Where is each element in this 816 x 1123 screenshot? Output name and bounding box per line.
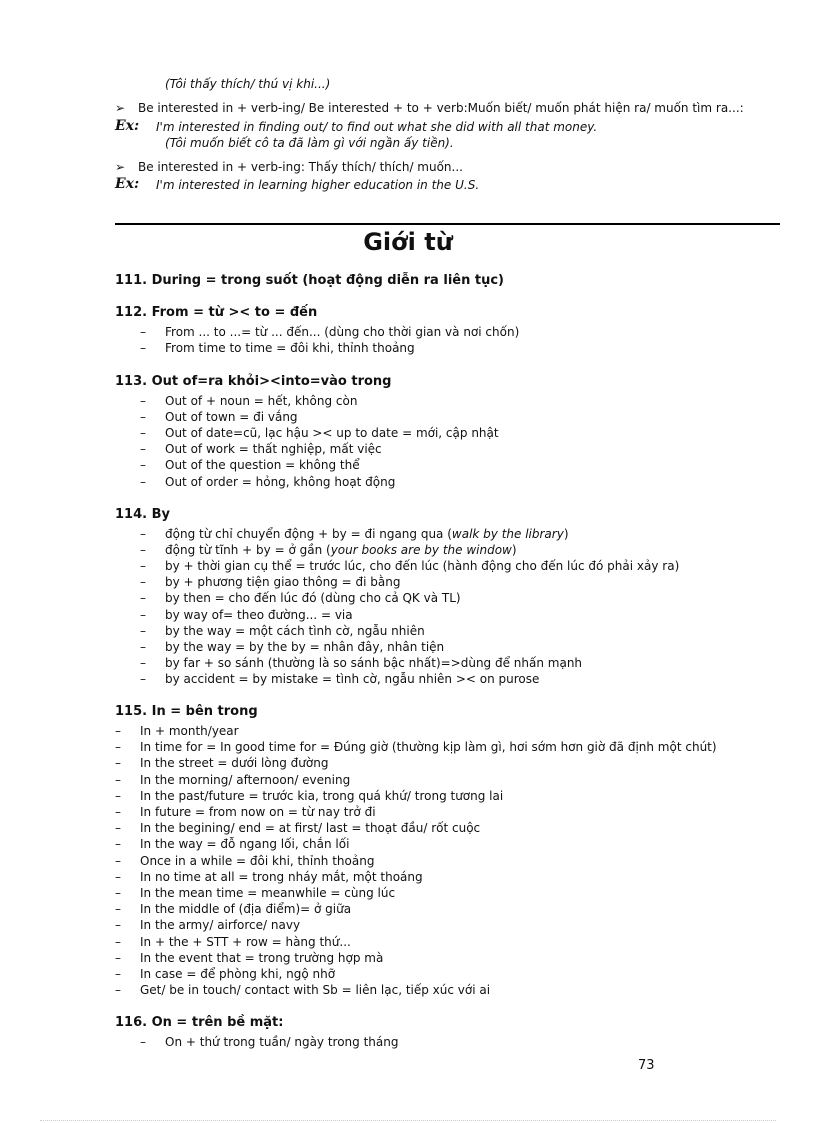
list-item: by far + so sánh (thường là so sánh bậc nhất)=>dùng để nhấn mạnh — [165, 656, 583, 670]
dash-bullet: – — [115, 918, 121, 932]
dash-bullet: – — [115, 773, 121, 787]
example-sentence: I'm interested in learning higher education in the U.S. — [156, 178, 480, 192]
list-item: động từ tĩnh + by = ở gần (your books are by the window) — [165, 543, 517, 557]
list-item: by then = cho đến lúc đó (dùng cho cả QK và TL) — [165, 591, 461, 605]
dash-bullet: – — [115, 854, 121, 868]
section-title-111: 111. During = trong suốt (hoạt động diễn ra liên tục) — [115, 273, 504, 288]
section-title-116: 116. On = trên bề mặt: — [115, 1015, 284, 1030]
dash-bullet: – — [115, 870, 121, 884]
page-heading: Giới từ — [363, 228, 453, 256]
dash-bullet: – — [140, 672, 146, 686]
dash-bullet: – — [140, 543, 146, 557]
list-item: Once in a while = đôi khi, thỉnh thoảng — [140, 854, 375, 868]
dash-bullet: – — [115, 951, 121, 965]
list-item: In the mean time = meanwhile = cùng lúc — [140, 886, 396, 900]
section-title-115: 115. In = bên trong — [115, 704, 258, 719]
list-item: In the street = dưới lòng đường — [140, 756, 329, 770]
list-item: Out of date=cũ, lạc hậu >< up to date = mới, cập nhật — [165, 426, 499, 440]
list-item: In the event that = trong trường hợp mà — [140, 951, 384, 965]
dash-bullet: – — [140, 325, 146, 339]
list-item: In the middle of (địa điểm)= ở giữa — [140, 902, 352, 916]
dash-bullet: – — [140, 527, 146, 541]
dash-bullet: – — [140, 608, 146, 622]
list-item: by way of= theo đường... = via — [165, 608, 353, 622]
bullet-text: Be interested in + verb-ing/ Be interested + to + verb:Muốn biết/ muốn phát hiện ra/ muốn tìm ra...: — [138, 101, 744, 115]
list-item: From time to time = đôi khi, thỉnh thoảng — [165, 341, 415, 355]
list-item: by accident = by mistake = tình cờ, ngẫu nhiên >< on purose — [165, 672, 540, 686]
example-label: Ex: — [115, 176, 140, 192]
list-item: In future = from now on = từ nay trở đi — [140, 805, 376, 819]
list-item: On + thứ trong tuần/ ngày trong tháng — [165, 1035, 399, 1049]
dash-bullet: – — [140, 575, 146, 589]
bullet-arrow-icon: ➢ — [115, 160, 126, 174]
dash-bullet: – — [140, 591, 146, 605]
list-item: Out of the question = không thể — [165, 458, 360, 472]
dash-bullet: – — [115, 789, 121, 803]
page-footer-rule — [40, 1120, 776, 1121]
list-item: In + month/year — [140, 724, 239, 738]
list-item: by + phương tiện giao thông = đi bằng — [165, 575, 401, 589]
dash-bullet: – — [140, 475, 146, 489]
list-item: by + thời gian cụ thể = trước lúc, cho đến lúc (hành động cho đến lúc đó phải xảy ra) — [165, 559, 680, 573]
dash-bullet: – — [140, 656, 146, 670]
bullet-text: Be interested in + verb-ing: Thấy thích/ thích/ muốn... — [138, 160, 463, 174]
translation-line: (Tôi thấy thích/ thú vị khi...) — [165, 77, 331, 91]
list-item: In time for = In good time for = Đúng giờ (thường kịp làm gì, hơi sớm hơn giờ đã định một chút) — [140, 740, 717, 754]
dash-bullet: – — [140, 458, 146, 472]
dash-bullet: – — [140, 559, 146, 573]
page-number: 73 — [638, 1058, 655, 1073]
list-item: động từ chỉ chuyển động + by = đi ngang qua (walk by the library) — [165, 527, 569, 541]
section-title-113: 113. Out of=ra khỏi><into=vào trong — [115, 374, 392, 389]
list-item: by the way = một cách tình cờ, ngẫu nhiên — [165, 624, 425, 638]
section-divider — [115, 223, 780, 225]
section-title-112: 112. From = từ >< to = đến — [115, 305, 318, 320]
list-item: In no time at all = trong nháy mắt, một thoáng — [140, 870, 423, 884]
list-item: by the way = by the by = nhân đây, nhân tiện — [165, 640, 445, 654]
list-item: In the army/ airforce/ navy — [140, 918, 301, 932]
dash-bullet: – — [140, 394, 146, 408]
example-label: Ex: — [115, 118, 140, 134]
list-item: From ... to ...= từ ... đến... (dùng cho thời gian và nơi chốn) — [165, 325, 520, 339]
dash-bullet: – — [140, 341, 146, 355]
dash-bullet: – — [115, 821, 121, 835]
list-item: Out of town = đi vắng — [165, 410, 298, 424]
dash-bullet: – — [115, 967, 121, 981]
dash-bullet: – — [115, 902, 121, 916]
list-item: Out of + noun = hết, không còn — [165, 394, 358, 408]
dash-bullet: – — [115, 983, 121, 997]
dash-bullet: – — [115, 935, 121, 949]
list-item: In case = để phòng khi, ngộ nhỡ — [140, 967, 336, 981]
dash-bullet: – — [140, 410, 146, 424]
section-title-114: 114. By — [115, 507, 170, 522]
example-sentence: I'm interested in finding out/ to find out what she did with all that money. — [156, 120, 598, 134]
list-item: In the begining/ end = at first/ last = thoạt đầu/ rốt cuộc — [140, 821, 481, 835]
dash-bullet: – — [115, 886, 121, 900]
list-item: In the way = đỗ ngang lối, chắn lối — [140, 837, 350, 851]
list-item: In the past/future = trước kia, trong quá khứ/ trong tương lai — [140, 789, 504, 803]
dash-bullet: – — [140, 1035, 146, 1049]
dash-bullet: – — [115, 805, 121, 819]
dash-bullet: – — [115, 724, 121, 738]
bullet-arrow-icon: ➢ — [115, 101, 126, 115]
dash-bullet: – — [140, 426, 146, 440]
dash-bullet: – — [140, 624, 146, 638]
dash-bullet: – — [140, 640, 146, 654]
dash-bullet: – — [115, 740, 121, 754]
dash-bullet: – — [115, 837, 121, 851]
dash-bullet: – — [115, 756, 121, 770]
list-item: Out of work = thất nghiệp, mất việc — [165, 442, 382, 456]
list-item: Get/ be in touch/ contact with Sb = liên lạc, tiếp xúc với ai — [140, 983, 491, 997]
list-item: In the morning/ afternoon/ evening — [140, 773, 351, 787]
list-item: Out of order = hỏng, không hoạt động — [165, 475, 396, 489]
dash-bullet: – — [140, 442, 146, 456]
example-translation: (Tôi muốn biết cô ta đã làm gì với ngần ấy tiền). — [165, 136, 454, 150]
list-item: In + the + STT + row = hàng thứ... — [140, 935, 351, 949]
